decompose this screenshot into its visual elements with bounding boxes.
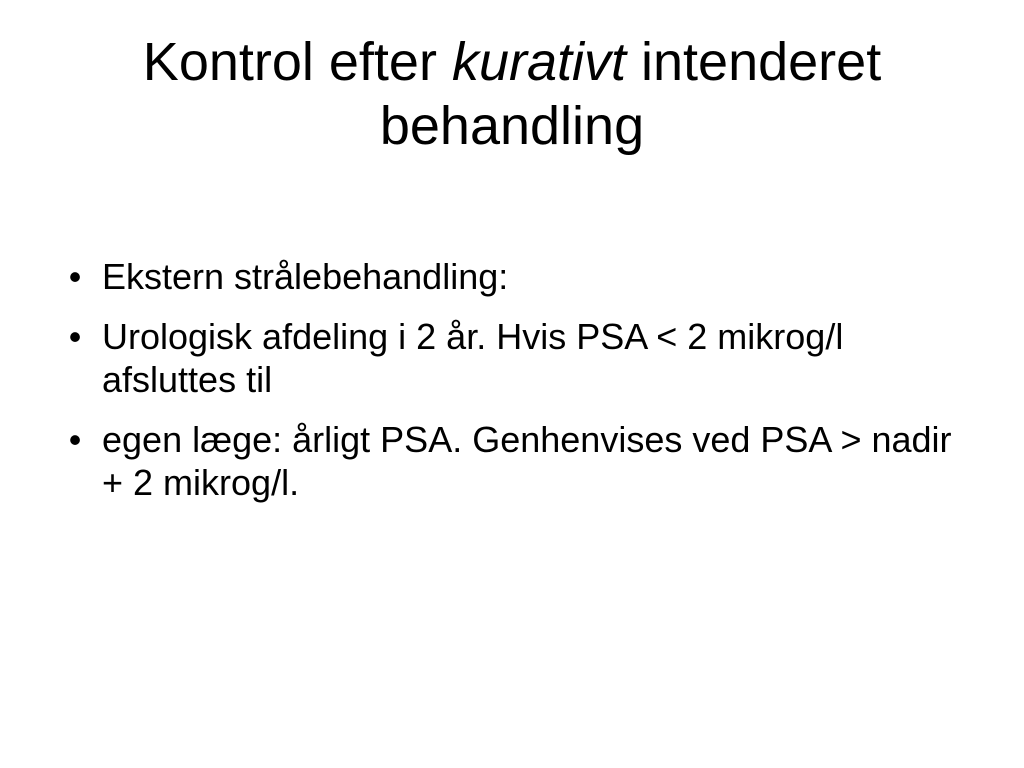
bullet-text: egen læge: årligt PSA. Genhenvises ved PSA > nadir + 2 mikrog/l. bbox=[102, 419, 952, 503]
bullet-item bbox=[60, 255, 960, 298]
bullet-text: Ekstern strålebehandling: bbox=[102, 256, 509, 297]
title-prefix: Kontrol efter bbox=[142, 32, 452, 92]
bullet-marker: • bbox=[68, 316, 82, 357]
bullet-marker: • bbox=[68, 419, 82, 460]
title-emphasis: kurativt bbox=[451, 32, 627, 92]
bullet-item bbox=[60, 418, 960, 504]
title-suffix: intenderet behandling bbox=[379, 32, 882, 156]
bullet-list bbox=[60, 255, 960, 521]
bullet-marker: • bbox=[68, 256, 82, 297]
bullet-text: Urologisk afdeling i 2 år. Hvis PSA < 2 mikrog/l afsluttes til bbox=[102, 316, 844, 400]
slide-title bbox=[40, 30, 984, 158]
bullet-item bbox=[60, 315, 960, 401]
